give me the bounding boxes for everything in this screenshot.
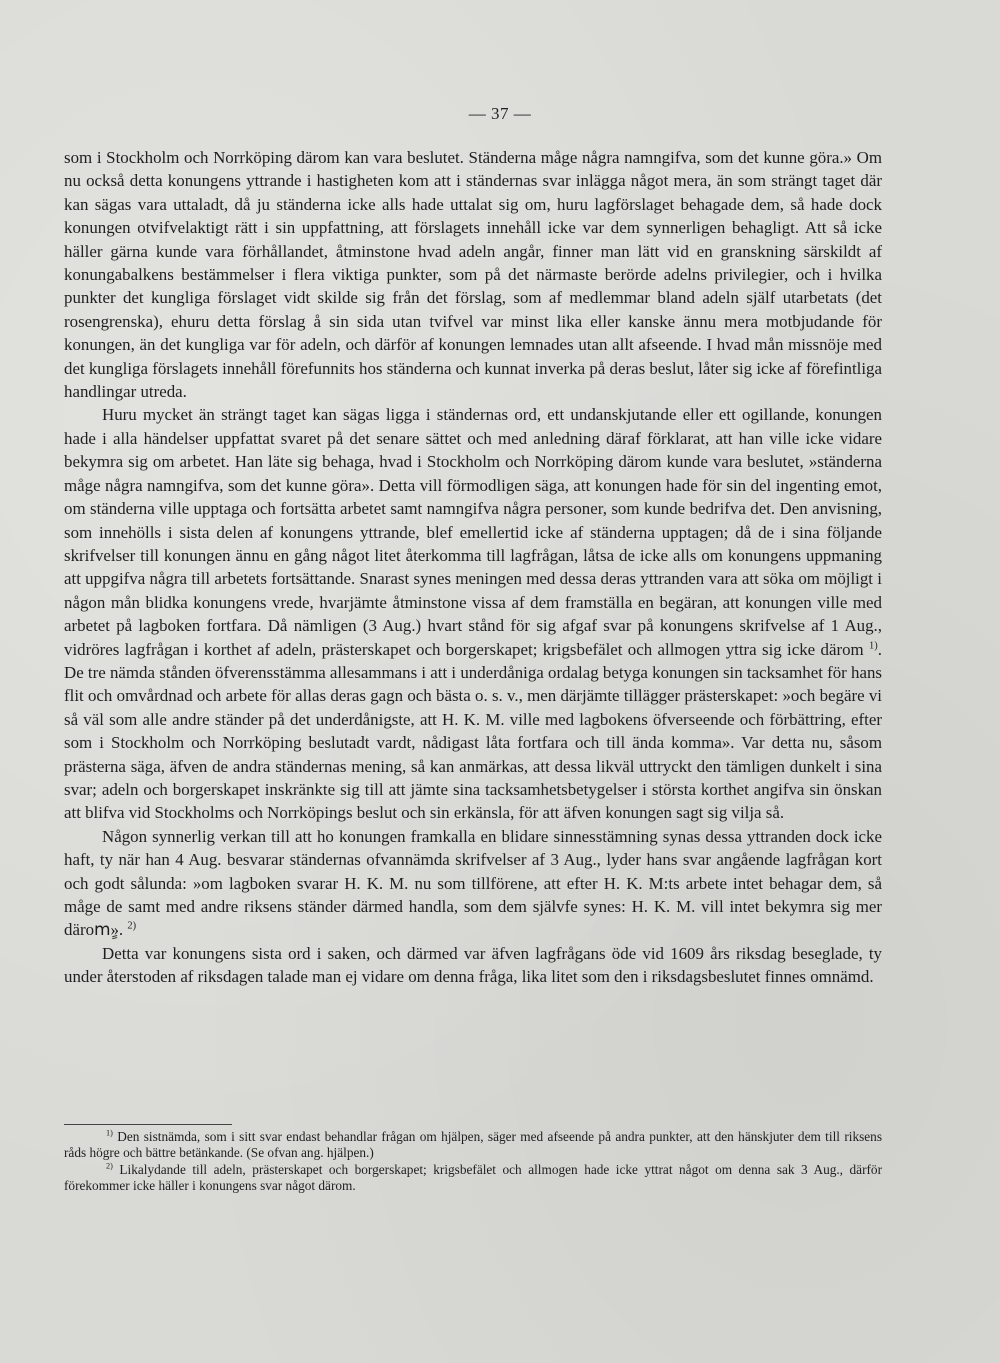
footnote-divider: [64, 1124, 232, 1125]
paragraph-3-text: Någon synnerlig verkan till att ho konungen framkalla en blidare sinnesstämning synas dessa yttranden dock icke haft, ty när han 4 Aug. besvarar ständernas ofvannämda skrifvelser af 3 Aug., lyder hans svar angående lagfrågan kort och godt sålunda: »om lagboken svarar H. K. M. nu som tillförene, att efter H. K. M:ts arbete intet behagar dem, så måge de samt med andre riksens ständer därmed handla, som dem självfe synes: H. K. M. vill intet bekymra sig mer däromٍ».: [64, 826, 882, 940]
paragraph-2: [64, 403, 882, 824]
paragraph-2-text-b: . De tre nämda stånden öfverensstämma allesammans i att i underdåniga ordalag betyga konungen sin tacksamhet för hans flit och omvårdnad och arbete för allas deras gagn och bästa o. s. v., men därjämte tillägger prästerskapet: »och begäre vi så väl som alle andre ständer på det underdånigste, att H. K. M. ville med lagbokens öfverseende och förbättring, efter som i Stockholm och Norrköping beslutadt vardt, nådigast låta fortfara och till ända komma». Var detta nu, såsom prästerna säga, äfven de andra ständernas mening, så kan anmärkas, att dessa likväl uttryckt den tämligen dunkelt i sina svar; adeln och borgerskapet inskränkte sig till att jämte sina tacksamhetsbetygelser i största korthet angifva sin önskan att blifva vid Stockholms och Norrköpings beslut och sin erkänsla, för att äfven konungen sagt sig vilja så.: [64, 639, 882, 823]
footnote-1-text: Den sistnämda, som i sitt svar endast behandlar frågan om hjälpen, säger med afseende på andra punkter, att den hänskjuter dem till riksens råds högre och bättre betänkande. (Se ofvan ang. hjälpen.): [64, 1129, 882, 1161]
footnote-2-text: Likalydande till adeln, prästerskapet och borgerskapet; krigsbefälet och allmogen hade icke yttrat något om denna sak 3 Aug., därför förekommer icke häller i konungens svar något därom.: [64, 1161, 882, 1193]
paragraph-1: som i Stockholm och Norrköping därom kan vara beslutet. Ständerna måge några namngifva, som det kunne göra.» Om nu också detta konungens yttrande i hastigheten kom att i ständernas svar inlägga något mera, än som strängt taget där kan sägas vara uttaladt, då ju ständerna icke alls hade uttalat sig om, huru lagförslaget behagade dem, så hade dock konungen otvifvelaktigt rätt i sin uppfattning, att förslagets innehåll icke var dem synnerligen behagligt. Att så icke häller gärna kunde vara förhållandet, åtminstone hvad adeln angår, finner man lätt vid en granskning särskildt af konungabalkens bestämmelser i flera viktiga punkter, som på det närmaste berörde adelns privilegier, och i hvilka punkter det kungliga förslaget vidt skilde sig från det förslag, som af medlemmar bland adeln själf utarbetats (det rosengrenska), ehuru detta förslag å sin sida utan tvifvel var minst lika eller kanske ännu mera motbjudande för konungen, än det kungliga var för adeln, och därför af konungen lemnades utan allt afseende. I hvad mån missnöje med det kungliga förslagets innehåll förefunnits hos ständerna och kunnat inverka på deras beslut, låter sig icke af förefintliga handlingar utreda.: [64, 148, 882, 402]
paragraph-3: [64, 825, 882, 942]
footnote-mark-2: 2): [106, 1161, 113, 1171]
footnote-2: [64, 1162, 882, 1195]
footnotes: [64, 1129, 882, 1194]
paragraph-4: Detta var konungens sista ord i saken, och därmed var äfven lagfrågans öde vid 1609 års riksdag beseglade, ty under återstoden af riksdagen talade man ej vidare om denna fråga, lika litet som den i riksdagsbeslutet finnes omnämd.: [64, 943, 882, 987]
body-text: [64, 146, 882, 989]
footnote-1: [64, 1129, 882, 1162]
footnote-ref-2: 2): [127, 920, 137, 932]
paragraph-2-text-a: Huru mycket än strängt taget kan sägas ligga i ständernas ord, ett undanskjutande eller ett ogillande, konungen hade i alla händelser uppfattat svaret på det senare sättet och med anledning däraf förklarat, att han ville icke vidare bekymra sig om arbetet. Han läte sig behaga, hvad i Stockholm och Norrköping därom kunde vara beslutet, »ständerna måge några namngifva, som det kunne göra». Detta vill förmodligen säga, att konungen hade för sin del ingenting emot, om ständerna ville upptaga och fortsätta arbetet samt namngifva några personer, som kunde bedrifva det. Den anvisning, som innehölls i sista delen af konungens yttrande, blef emellertid icke af ständerna upptagen; då de i sina följande skrifvelser till konungen ännu en gång något litet återkomma till lagfrågan, låtsa de icke alls om konungens uppmaning att uppgifva några till arbetets fortsättande. Snarast synes meningen med dessa deras yttranden vara att söka om möjligt i någon mån blidka konungens vrede, hvarjämte åtminstone vissa af dem framställa en begäran, att konungen ville med arbetet på lagboken fortfara. Då nämligen (3 Aug.) hvart stånd för sig afgaf svar på konungens skrifvelse af 1 Aug., vidröres lagfrågan i korthet af adeln, prästerskapet och borgerskapet; krigsbefälet och allmogen yttra sig icke därom: [64, 405, 882, 659]
footnote-mark-1: 1): [106, 1128, 113, 1138]
page-number: — 37 —: [468, 104, 532, 123]
footnote-ref-1: 1): [869, 639, 878, 651]
